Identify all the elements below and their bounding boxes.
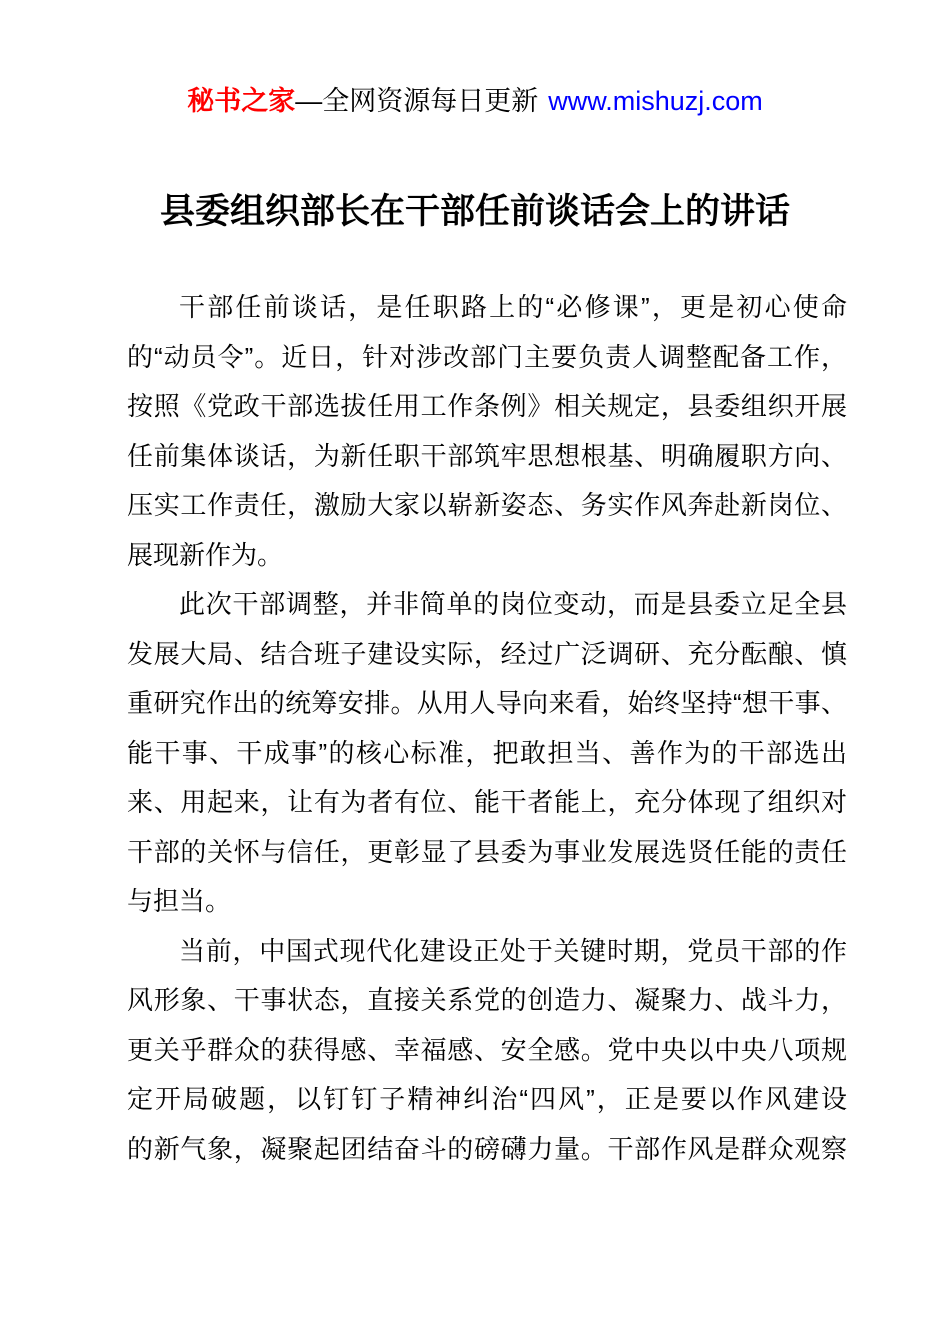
body-line: 当前，中国式现代化建设正处于关键时期，党员干部的作 [179,935,847,966]
body-line: 发展大局、结合班子建设实际，经过广泛调研、充分酝酿、慎 [127,638,847,669]
body-line: 的新气象，凝聚起团结奋斗的磅礴力量。干部作风是群众观察 [127,1133,847,1164]
body-line: 展现新作为。 [127,539,284,570]
body-line: 压实工作责任，激励大家以崭新姿态、务实作风奔赴新岗位、 [127,490,847,520]
body-line: 与担当。 [127,886,232,916]
body-line: 任前集体谈话，为新任职干部筑牢思想根基、明确履职方向、 [127,440,847,471]
document-header [0,84,950,118]
header-url-link[interactable]: www.mishuzj.com [548,86,763,116]
body-line: 按照《党政干部选拔任用工作条例》相关规定，县委组织开展 [127,391,847,421]
body-line: 干部任前谈话，是任职路上的“必修课”，更是初心使命 [179,292,847,322]
body-line: 干部的关怀与信任，更彰显了县委为事业发展选贤任能的责任 [127,836,847,867]
body-line: 重研究作出的统筹安排。从用人导向来看，始终坚持“想干事、 [127,688,847,718]
header-tagline: —全网资源每日更新 [295,86,539,116]
body-line: 更关乎群众的获得感、幸福感、安全感。党中央以中央八项规 [127,1034,847,1065]
body-line: 此次干部调整，并非简单的岗位变动，而是县委立足全县 [179,589,847,619]
document-title: 县委组织部长在干部任前谈话会上的讲话 [159,192,790,231]
body-line: 能干事、干成事”的核心标准，把敢担当、善作为的干部选出 [127,737,847,768]
body-line: 来、用起来，让有为者有位、能干者能上，充分体现了组织对 [127,787,847,817]
body-line: 风形象、干事状态，直接关系党的创造力、凝聚力、战斗力， [127,985,847,1015]
body-line: 定开局破题，以钉钉子精神纠治“四风”，正是要以作风建设 [127,1084,847,1114]
body-line: 的“动员令”。近日，针对涉改部门主要负责人调整配备工作， [127,341,847,372]
document-body [127,283,847,1174]
brand-name: 秘书之家 [187,86,296,116]
